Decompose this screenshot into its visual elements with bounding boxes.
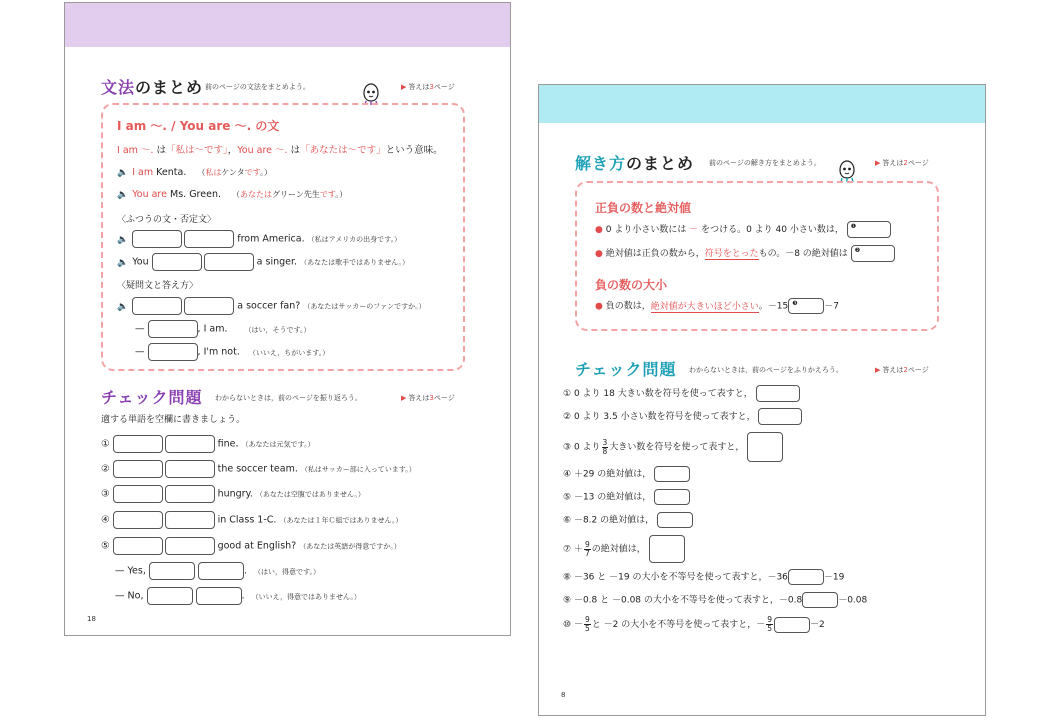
answer-blank[interactable] xyxy=(113,460,163,478)
example-1: 🔈 I am Kenta. （私はケンタです。） xyxy=(117,167,273,178)
check-instruction: 適する単語を空欄に書きましょう。 xyxy=(101,415,246,425)
triangle-icon: ▶ xyxy=(401,394,407,402)
answer-blank[interactable] xyxy=(165,485,215,503)
math-item-3: ③ 0 より $\frac{3}{8}$ 大きい数を符号を使って表すと， xyxy=(563,432,783,462)
check-item-3: ③ hungry. （あなたは空腹ではありません。） xyxy=(101,485,365,503)
answer-blank[interactable] xyxy=(204,253,254,271)
example-2: 🔈 You are Ms. Green. （あなたはグリーン先生です。） xyxy=(117,189,348,200)
answer-blank[interactable] xyxy=(756,385,800,402)
math-item-2: ② 0 より 3.5 小さい数を符号を使って表すと， xyxy=(563,408,802,425)
math-item-9: ⑨ －0.8 と －0.08 の大小を不等号を使って表すと，－0.8 －0.08 xyxy=(563,592,867,608)
grammar-summary-note: 前のページの文法をまとめよう。 xyxy=(205,83,310,91)
page-number-left: 18 xyxy=(87,615,96,623)
math-item-4: ④ ＋29 の絶対値は， xyxy=(563,466,690,482)
summary-line-3: ● 負の数は，絶対値が大きいほど小さい。－15 ❸ －7 xyxy=(595,298,839,314)
answer-blank[interactable] xyxy=(148,320,198,338)
grammar-heading: I am ～. / You are ～. の文 xyxy=(117,119,280,133)
answer-ref-1: ▶ 答えは3ページ xyxy=(401,83,455,91)
solution-summary-note: 前のページの解き方をまとめよう。 xyxy=(709,159,821,167)
answer-blank[interactable] xyxy=(148,343,198,361)
check-item-4: ④ in Class 1-C. （あなたは１年Ｃ組ではありません。） xyxy=(101,511,402,529)
answer-blank[interactable] xyxy=(113,511,163,529)
answer-blank[interactable] xyxy=(113,435,163,453)
check-item-5: ⑤ good at English? （あなたは英語が得意ですか。） xyxy=(101,537,401,555)
answer-row-no: — , I'm not. （いいえ，ちがいます。） xyxy=(135,343,329,361)
speaker-icon[interactable]: 🔈 xyxy=(117,257,129,268)
right-page xyxy=(538,84,986,716)
answer-blank[interactable] xyxy=(165,511,215,529)
answer-blank[interactable] xyxy=(649,535,685,563)
answer-blank[interactable] xyxy=(165,537,215,555)
answer-blank[interactable] xyxy=(654,489,690,505)
answer-blank[interactable] xyxy=(165,460,215,478)
answer-blank[interactable] xyxy=(788,569,824,585)
answer-blank[interactable] xyxy=(654,466,690,482)
answer-blank[interactable] xyxy=(113,537,163,555)
summary-line-2: ● 絶対値は正負の数から，符号をとったもの。－8 の絶対値は ❷ xyxy=(595,245,895,262)
check-note-right: わからないときは，前のページをふりかえろう。 xyxy=(689,366,843,374)
math-item-10: ⑩ － $\frac{9}{5}$ と －2 の大小を不等号を使って表すと，－ $\frac{9}{5}$ －2 xyxy=(563,615,825,633)
summary-line-1: ● 0 より小さい数には － をつける。0 より 40 小さい数は， ❶ xyxy=(595,221,891,238)
answer-ref-3: ▶ 答えは2ページ xyxy=(875,159,929,167)
check-title-right: チェック問題 xyxy=(575,360,677,379)
answer-row-yes: — , I am. （はい，そうです。） xyxy=(135,320,310,338)
check-title-left: チェック問題 xyxy=(101,388,203,407)
check-item-2: ② the soccer team. （私はサッカー部に入っています。） xyxy=(101,460,416,478)
answer-blank[interactable] xyxy=(758,408,802,425)
exercise-row-3: 🔈 a soccer fan? （あなたはサッカーのファンですか。） xyxy=(117,297,426,315)
answer-blank[interactable] xyxy=(657,512,693,528)
answer-blank[interactable] xyxy=(152,253,202,271)
answer-blank[interactable]: ❷ xyxy=(851,245,895,262)
speaker-icon[interactable]: 🔈 xyxy=(117,301,129,312)
check-note-left: わからないときは，前のページを振り返ろう。 xyxy=(215,394,362,402)
subheading-affirmative-negative: 〈ふつうの文・否定文〉 xyxy=(117,215,217,225)
answer-blank[interactable] xyxy=(196,587,242,605)
exercise-row-1: 🔈 from America. （私はアメリカの出身です。） xyxy=(117,230,401,248)
grammar-rule: I am ～. は「私は～です」，You are ～. は「あなたは～です」という意味。 xyxy=(117,145,443,156)
check-answer-yes: — Yes, . （はい，得意です。） xyxy=(115,562,320,580)
answer-blank[interactable] xyxy=(149,562,195,580)
answer-ref-4: ▶ 答えは2ページ xyxy=(875,366,929,374)
triangle-icon: ▶ xyxy=(875,366,881,374)
math-item-5: ⑤ －13 の絶対値は， xyxy=(563,489,690,505)
answer-blank[interactable] xyxy=(747,432,783,462)
speaker-icon[interactable]: 🔈 xyxy=(117,234,129,245)
speaker-icon[interactable]: 🔈 xyxy=(117,168,129,178)
answer-blank[interactable]: ❸ xyxy=(788,298,824,314)
abs-value-heading: 正負の数と絶対値 xyxy=(595,201,692,215)
math-item-6: ⑥ －8.2 の絶対値は， xyxy=(563,512,693,528)
answer-blank[interactable] xyxy=(774,617,810,633)
subheading-questions: 〈疑問文と答え方〉 xyxy=(117,281,199,291)
answer-blank[interactable] xyxy=(165,435,215,453)
answer-blank[interactable] xyxy=(802,592,838,608)
answer-blank[interactable] xyxy=(184,230,234,248)
math-item-7: ⑦ ＋ $\frac{9}{7}$ の絶対値は， xyxy=(563,535,685,563)
solution-summary-title: 解き方のまとめ xyxy=(575,154,695,173)
answer-ref-2: ▶ 答えは3ページ xyxy=(401,394,455,402)
mascot-icon xyxy=(837,159,857,183)
check-item-1: ① fine. （あなたは元気です。） xyxy=(101,435,314,453)
math-item-1: ① 0 より 18 大きい数を符号を使って表すと， xyxy=(563,385,800,402)
answer-blank[interactable] xyxy=(184,297,234,315)
triangle-icon: ▶ xyxy=(875,159,881,167)
answer-blank[interactable] xyxy=(132,230,182,248)
speaker-icon[interactable]: 🔈 xyxy=(117,190,129,200)
math-item-8: ⑧ －36 と －19 の大小を不等号を使って表すと，－36 －19 xyxy=(563,569,844,585)
page-number-right: 8 xyxy=(561,691,566,699)
check-answer-no: — No, . （いいえ，得意ではありません。） xyxy=(115,587,361,605)
exercise-row-2: 🔈 You a singer. （あなたは歌手ではありません。） xyxy=(117,253,409,271)
left-header-band xyxy=(65,3,510,47)
answer-blank[interactable] xyxy=(113,485,163,503)
answer-blank[interactable] xyxy=(132,297,182,315)
negative-compare-heading: 負の数の大小 xyxy=(595,278,668,292)
answer-blank[interactable] xyxy=(147,587,193,605)
grammar-summary-title: 文法のまとめ xyxy=(101,78,204,97)
left-page xyxy=(64,2,511,636)
answer-blank[interactable]: ❶ xyxy=(847,221,891,238)
triangle-icon: ▶ xyxy=(401,83,407,91)
right-header-band xyxy=(539,85,985,123)
answer-blank[interactable] xyxy=(198,562,244,580)
